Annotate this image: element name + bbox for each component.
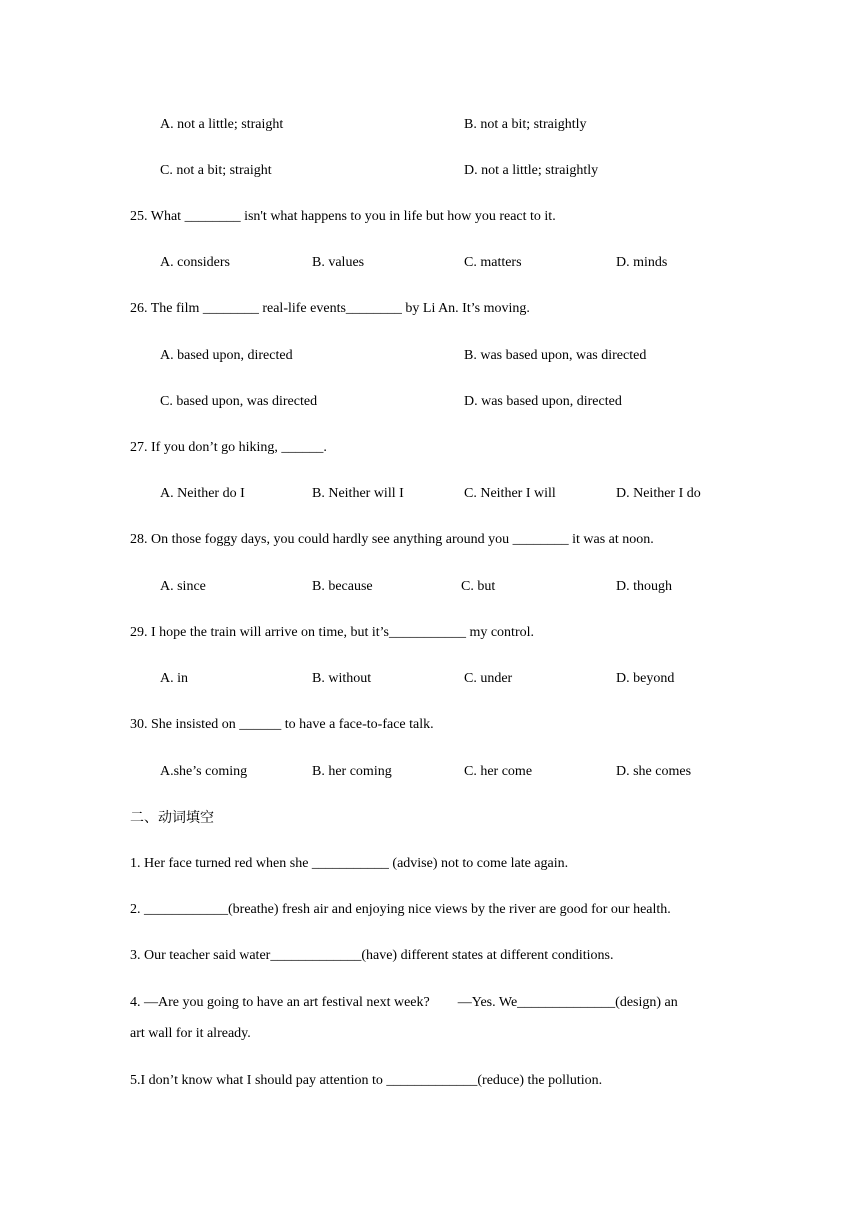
q25-option-c: C. matters <box>464 255 522 270</box>
section2-item-2: 2. ____________(breathe) fresh air and enjoying nice views by the river are good for our health. <box>130 902 671 917</box>
q24-option-b: B. not a bit; straightly <box>464 117 587 132</box>
q25-stem: 25. What ________ isn't what happens to you in life but how you react to it. <box>130 209 556 224</box>
section2-item-3: 3. Our teacher said water_____________(have) different states at different conditions. <box>130 948 614 963</box>
q26-option-d: D. was based upon, directed <box>464 394 622 409</box>
q29-option-a: A. in <box>160 671 188 686</box>
q28-option-c: C. but <box>461 579 496 594</box>
q29-stem: 29. I hope the train will arrive on time, but it’s___________ my control. <box>130 625 534 640</box>
q28-option-d: D. though <box>616 579 672 594</box>
q25-option-b: B. values <box>312 255 365 270</box>
q28-option-b: B. because <box>312 579 373 594</box>
q30-option-d: D. she comes <box>616 764 692 779</box>
q27-option-b: B. Neither will I <box>312 486 404 501</box>
q30-option-a: A.she’s coming <box>160 764 248 779</box>
q29-option-d: D. beyond <box>616 671 675 686</box>
q28-stem: 28. On those foggy days, you could hardly see anything around you ________ it was at noon. <box>130 532 654 547</box>
q27-option-d: D. Neither I do <box>616 486 701 501</box>
q27-option-c: C. Neither I will <box>464 486 556 501</box>
q30-stem: 30. She insisted on ______ to have a face-to-face talk. <box>130 717 434 732</box>
q26-option-c: C. based upon, was directed <box>160 394 318 409</box>
section2-item-5: 5.I don’t know what I should pay attention to _____________(reduce) the pollution. <box>130 1073 603 1088</box>
section2-item-4-line1: 4. —Are you going to have an art festival next week? —Yes. We______________(design) an <box>130 995 678 1010</box>
q28-option-a: A. since <box>160 579 206 594</box>
q26-option-a: A. based upon, directed <box>160 348 293 363</box>
q24-option-d: D. not a little; straightly <box>464 163 599 178</box>
q25-option-d: D. minds <box>616 255 668 270</box>
section2-item-1: 1. Her face turned red when she ___________ (advise) not to come late again. <box>130 856 569 871</box>
section2-heading: 二、动词填空 <box>130 810 214 826</box>
section2-item-4-line2: art wall for it already. <box>130 1026 251 1041</box>
q24-option-a: A. not a little; straight <box>160 117 284 132</box>
q26-option-b: B. was based upon, was directed <box>464 348 647 363</box>
q25-option-a: A. considers <box>160 255 230 270</box>
q30-option-c: C. her come <box>464 764 533 779</box>
q26-stem: 26. The film ________ real-life events________ by Li An. It’s moving. <box>130 301 530 316</box>
q30-option-b: B. her coming <box>312 764 392 779</box>
q29-option-b: B. without <box>312 671 372 686</box>
q29-option-c: C. under <box>464 671 513 686</box>
q27-stem: 27. If you don’t go hiking, ______. <box>130 440 327 455</box>
q24-option-c: C. not a bit; straight <box>160 163 272 178</box>
q27-option-a: A. Neither do I <box>160 486 245 501</box>
